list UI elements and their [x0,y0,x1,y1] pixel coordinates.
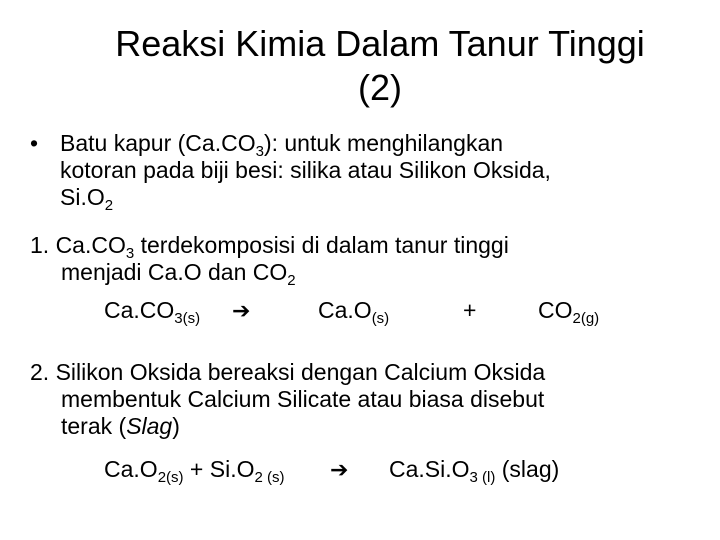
item2-line-2: membentuk Calcium Silicate atau biasa disebut [61,386,545,412]
item2-line-3: terak (Slag) [61,413,180,439]
bullet-limestone [30,130,700,214]
item1-line-2: menjadi Ca.O dan $CO_2$ [61,259,296,289]
item2-line-1: 2. Silikon Oksida bereaksi dengan Calcium Oksida [30,359,546,385]
equation-1-plus: + [463,297,477,323]
bullet-line-3: $Si.O_2$ [60,184,114,214]
numbered-item-2 [30,359,700,440]
bullet-line-1: Batu kapur $(Ca.CO_3)$: untuk menghilangkan [60,130,504,160]
equation-1-product-1: $Ca.O_{(s)}$ [318,297,390,327]
item1-line-1: 1. $Ca.CO_3$ terdekomposisi di dalam tanur tinggi [30,232,509,262]
slide-title [40,22,720,110]
title-line-1: Reaksi Kimia Dalam Tanur Tinggi [115,23,645,64]
equation-2-product: $Ca.Si.O_{3 (l)}$ (slag) [389,456,560,486]
bullet-mark: • [30,130,39,156]
equation-1-product-2: $CO_{2(g)}$ [538,297,600,327]
equation-2-reactants: $Ca.O_{2(s)} + Si.O_{2 (s)}$ [104,456,285,486]
numbered-item-1 [30,232,700,289]
reaction-arrow-icon-2: ➔ [330,457,349,482]
reaction-arrow-icon: ➔ [232,298,251,323]
title-line-2: (2) [358,67,402,108]
equation-1-reactant: $Ca.CO_{3(s)}$ [104,297,201,327]
bullet-line-2: kotoran pada biji besi: silika atau Silikon Oksida, [60,157,551,183]
